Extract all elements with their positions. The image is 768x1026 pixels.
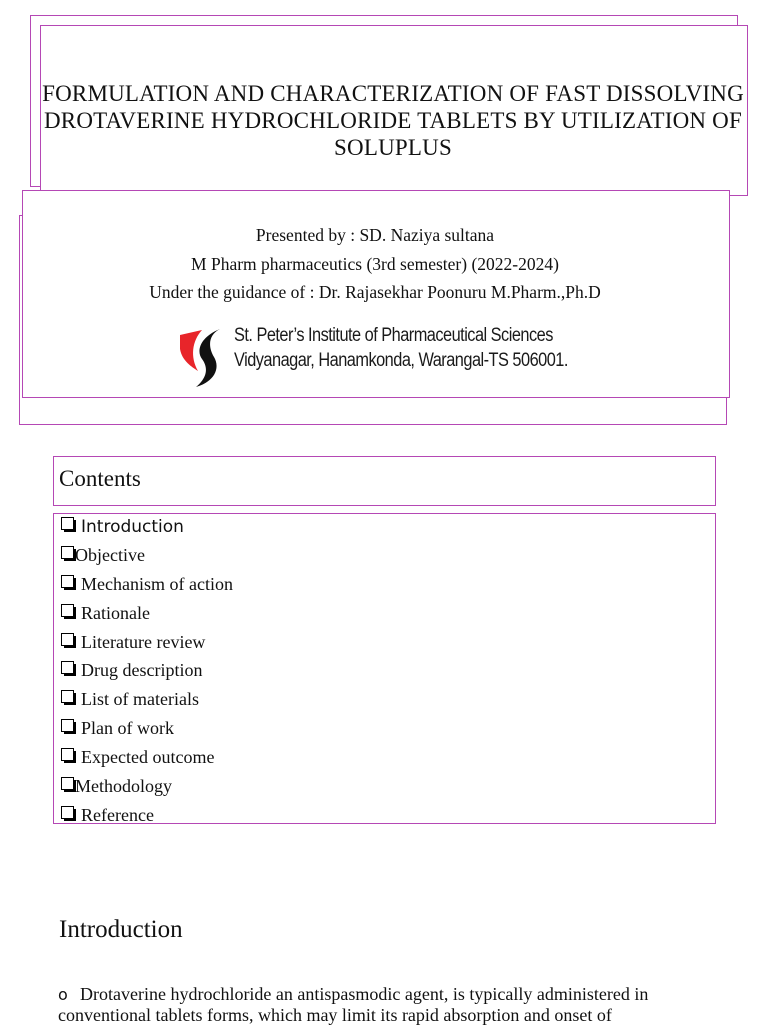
contents-list xyxy=(57,512,707,830)
introduction-paragraph xyxy=(58,984,708,1026)
square-bullet-icon xyxy=(61,777,74,790)
square-bullet-icon xyxy=(61,748,74,761)
circle-bullet-icon: o xyxy=(58,985,68,1004)
square-bullet-icon xyxy=(61,604,74,617)
institution-name xyxy=(234,323,568,373)
square-bullet-icon xyxy=(61,517,74,530)
slide-title: FORMULATION AND CHARACTERIZATION OF FAST DISSOLVING DROTAVERINE HYDROCHLORIDE TABLETS BY UTILIZATION OF SOLUPLUS xyxy=(42,81,744,160)
toc-item-drug-description: Drug description xyxy=(57,656,707,685)
introduction-heading: Introduction xyxy=(59,916,183,943)
institution-logo-icon xyxy=(178,327,226,389)
institution-line2: Vidyanagar, Hanamkonda, Warangal-TS 506001. xyxy=(234,350,568,371)
toc-item-objective: Objective xyxy=(57,541,707,570)
contents-heading: Contents xyxy=(59,466,141,491)
toc-item-introduction: Introduction xyxy=(57,512,707,541)
toc-item-reference: Reference xyxy=(57,801,707,830)
toc-item-list-of-materials: List of materials xyxy=(57,685,707,714)
square-bullet-icon xyxy=(61,575,74,588)
square-bullet-icon xyxy=(61,719,74,732)
square-bullet-icon xyxy=(61,633,74,646)
toc-item-mechanism: Mechanism of action xyxy=(57,570,707,599)
toc-item-literature-review: Literature review xyxy=(57,628,707,657)
presented-by: Presented by : SD. Naziya sultana xyxy=(255,225,495,245)
toc-item-rationale: Rationale xyxy=(57,599,707,628)
toc-item-methodology: Methodology xyxy=(57,772,707,801)
square-bullet-icon xyxy=(61,690,74,703)
institution-line1: St. Peter’s Institute of Pharmaceutical Sciences xyxy=(234,325,553,346)
presenter-block xyxy=(22,221,728,307)
toc-item-plan-of-work: Plan of work xyxy=(57,714,707,743)
toc-item-expected-outcome: Expected outcome xyxy=(57,743,707,772)
contents-heading-frame xyxy=(53,456,716,506)
introduction-text: Drotaverine hydrochloride an antispasmodic agent, is typically administered in conventional tablets forms, which may limit its rapid absorption and onset of xyxy=(58,984,649,1025)
square-bullet-icon xyxy=(61,661,74,674)
guidance-info: Under the guidance of : Dr. Rajasekhar Poonuru M.Pharm.,Ph.D xyxy=(149,282,601,302)
course-info: M Pharm pharmaceutics (3rd semester) (2022-2024) xyxy=(191,253,559,274)
square-bullet-icon xyxy=(61,546,74,559)
square-bullet-icon xyxy=(61,806,74,819)
institution-logo-row xyxy=(178,323,578,389)
